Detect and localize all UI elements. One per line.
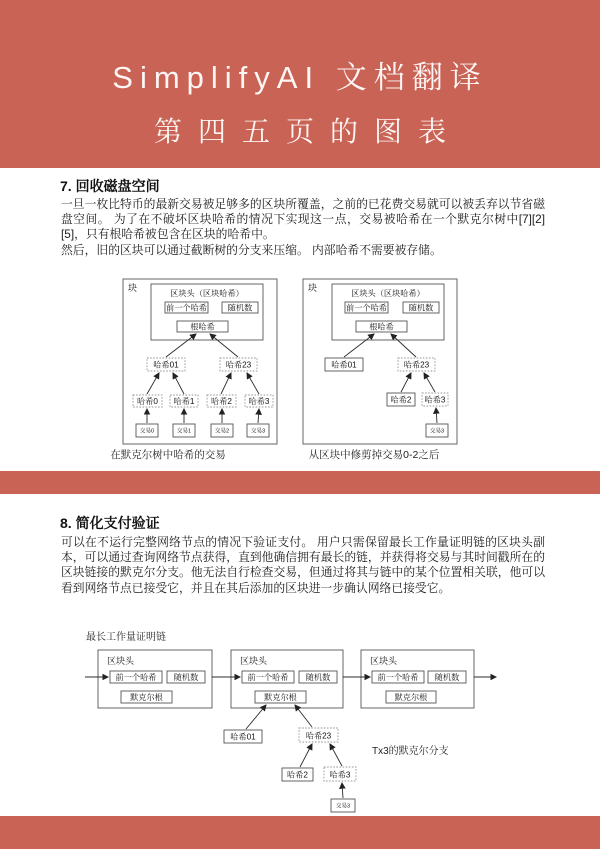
prev-hash-label: 前一个哈希 [166, 303, 207, 313]
nonce-label: 随机数 [434, 673, 460, 682]
section8-body [61, 535, 545, 596]
tx3-label: 交易3 [429, 428, 445, 435]
chain-block-2 [231, 650, 343, 708]
hash3-label: 哈希3 [248, 397, 270, 406]
footer-bar [0, 816, 600, 849]
prev-hash-label: 前一个哈希 [346, 303, 387, 313]
merkle-full-arrows [147, 334, 259, 423]
section8-title: 8. 简化支付验证 [60, 515, 160, 531]
hash01-label: 哈希01 [230, 732, 256, 742]
block-label: 块 [308, 283, 318, 293]
nonce-label: 随机数 [173, 673, 199, 682]
root-hash-label: 根哈希 [369, 322, 394, 332]
block-header-title: 区块头 [240, 656, 268, 666]
section7-title: 7. 回收磁盘空间 [60, 178, 160, 194]
merkle-root-label: 默克尔根 [130, 693, 163, 702]
hash1-label: 哈希1 [173, 397, 195, 406]
section7-paragraph-2: 然后，旧的区块可以通过截断树的分支来压缩。 内部哈希不需要被存储。 [61, 242, 442, 257]
hash0-label: 哈希0 [137, 397, 158, 406]
hash2-label: 哈希2 [211, 397, 232, 406]
tx0-label: 交易0 [139, 428, 155, 435]
longest-chain-label: 最长工作量证明链 [86, 632, 166, 643]
tx3-branch-label: Tx3的默克尔分支 [372, 746, 449, 757]
hash2-label: 哈希2 [287, 770, 308, 780]
section7-body [61, 197, 545, 258]
block-header-title: 区块头（区块哈希） [170, 289, 244, 298]
tx1-label: 交易1 [176, 428, 192, 435]
left-figure-caption: 在默克尔树中哈希的交易 [110, 449, 226, 461]
merkle-full-diagram [110, 279, 277, 461]
hash2-label: 哈希2 [390, 395, 412, 405]
section7-paragraph-1: 一旦一枚比特币的最新交易被足够多的区块所覆盖，之前的已花费交易就可以被丢弃以节省磁盘空间。 为了在不破坏区块哈希的情况下实现这一点，交易被哈希在一个默克尔树中[7][2][5]，只有根哈希被包含在区块的哈希中。 [61, 197, 545, 242]
merkle-root-label: 默克尔根 [264, 693, 297, 702]
section-divider-bar [0, 471, 600, 494]
block-header-title: 区块头 [370, 656, 398, 666]
nonce-label: 随机数 [408, 303, 434, 313]
chain-block-1 [98, 650, 212, 708]
hash23-label: 哈希23 [403, 360, 430, 370]
prev-hash-label: 前一个哈希 [115, 673, 157, 682]
prev-hash-label: 前一个哈希 [247, 673, 289, 682]
tx3-merkle-branch [224, 705, 449, 812]
merkle-tree-figure [0, 268, 600, 468]
block-label: 块 [128, 283, 138, 293]
hash3-label: 哈希3 [329, 770, 351, 780]
merkle-pruned-diagram [303, 279, 457, 461]
hash23-label: 哈希23 [225, 360, 252, 370]
branch-arrows [246, 705, 343, 798]
nonce-label: 随机数 [227, 303, 253, 313]
tx2-label: 交易2 [214, 428, 230, 435]
block-header-title: 区块头（区块哈希） [351, 289, 425, 298]
banner-subtitle: 第四五页的图表 [153, 116, 462, 147]
header-banner [0, 0, 600, 168]
spv-chain-figure [0, 620, 600, 816]
merkle-root-label: 默克尔根 [394, 693, 428, 702]
hash3-label: 哈希3 [424, 395, 446, 405]
prev-hash-label: 前一个哈希 [377, 673, 419, 682]
right-figure-caption: 从区块中修剪掉交易0-2之后 [308, 449, 440, 461]
block-header-title: 区块头 [107, 656, 135, 666]
hash01-label: 哈希01 [153, 360, 179, 370]
section8-paragraph: 可以在不运行完整网络节点的情况下验证支付。 用户只需保留最长工作量证明链的区块头副本，可以通过查询网络节点获得，直到他确信拥有最长的链，并获得将交易与其时间戳所在的区块链接的默克尔分支。他无法自行检查交易，但通过将其与链中的某个位置相关联，他可以看到网络节点已接受它，并且在其后添加的区块进一步确认网络已接受它。 [61, 535, 545, 595]
root-hash-label: 根哈希 [190, 322, 215, 332]
chain-block-3 [361, 650, 474, 708]
merkle-pruned-arrows [344, 334, 437, 423]
hash23-label: 哈希23 [305, 731, 332, 741]
tx3-label: 交易3 [250, 428, 266, 435]
banner-title: SimplifyAI 文档翻译 [112, 60, 488, 95]
nonce-label: 随机数 [305, 673, 331, 682]
tx3-label: 交易3 [335, 803, 351, 810]
hash01-label: 哈希01 [331, 360, 357, 370]
